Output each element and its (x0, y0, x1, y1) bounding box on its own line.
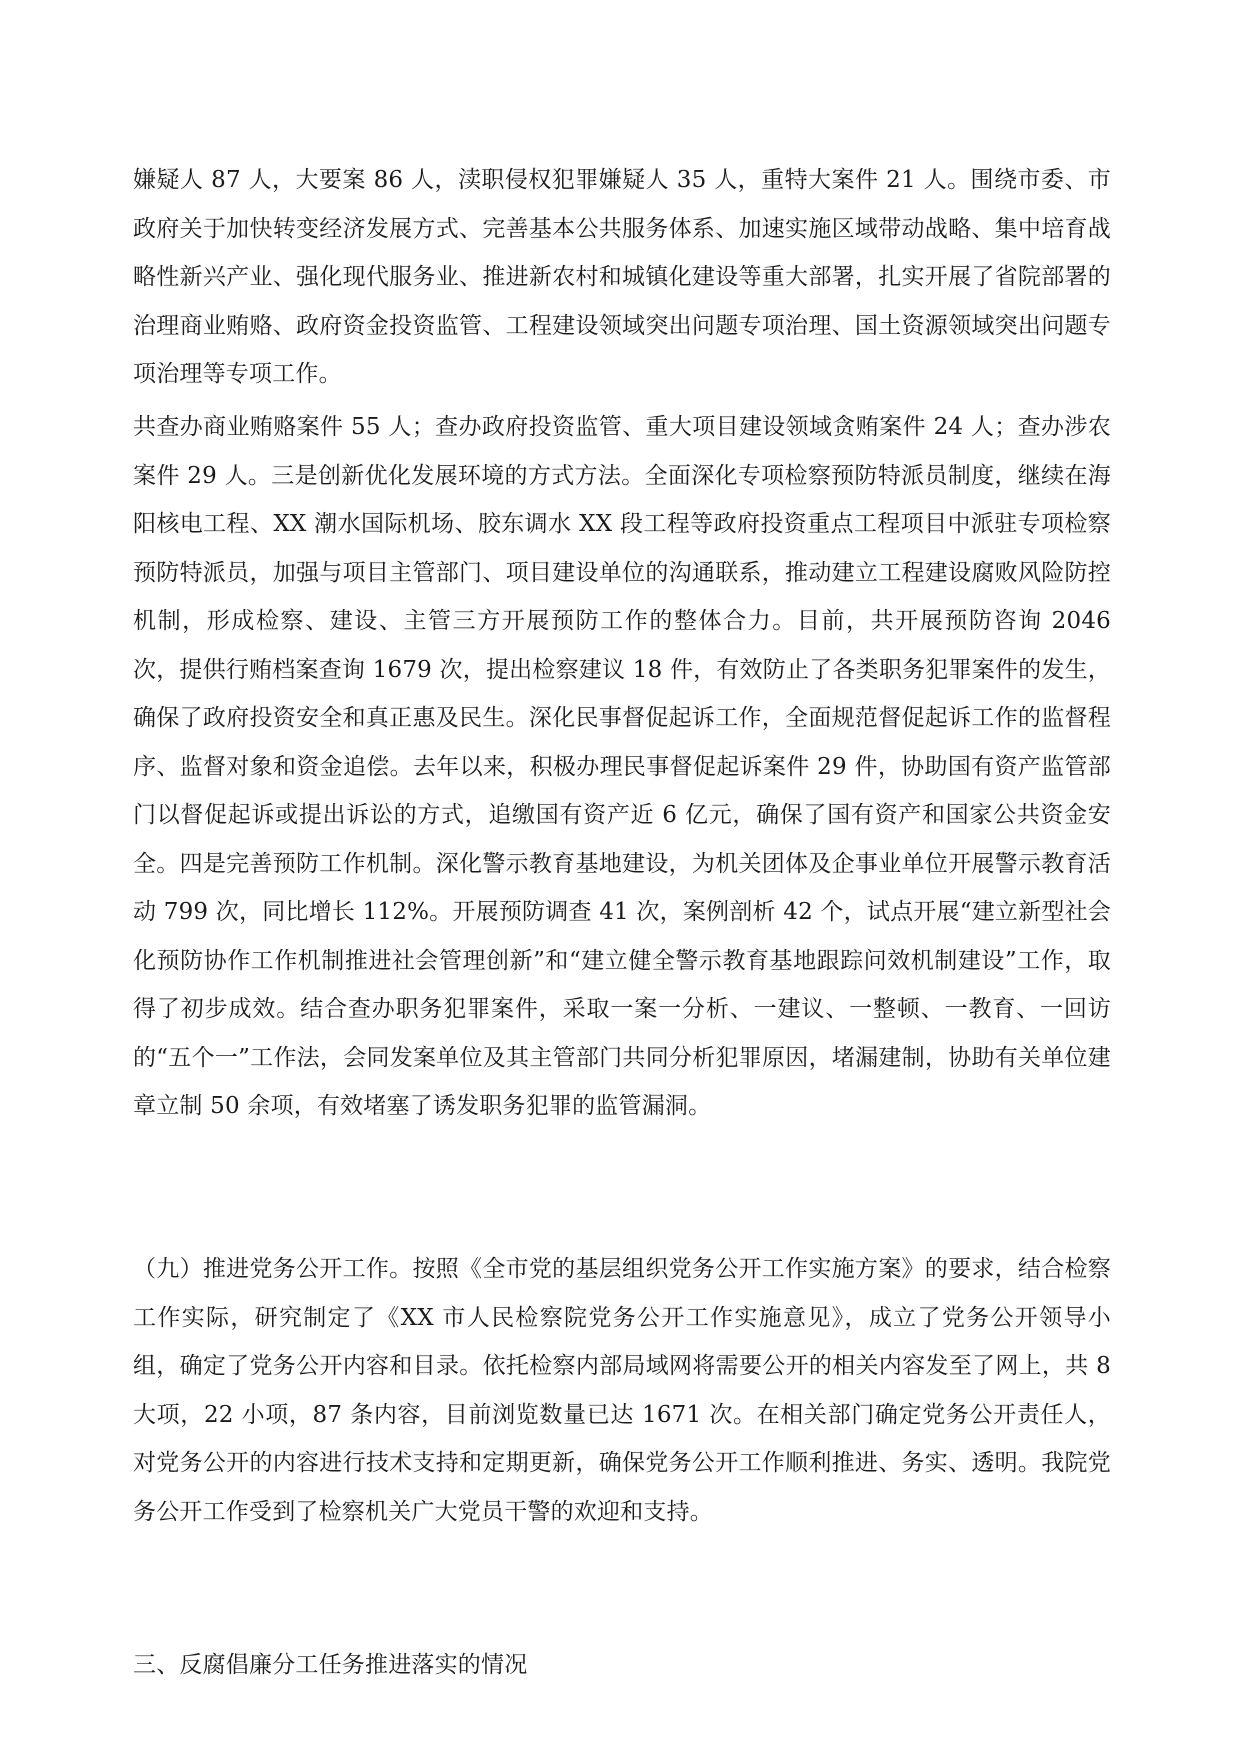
section-heading: 三、反腐倡廉分工任务推进落实的情况 (133, 1652, 528, 1678)
body-paragraph: 嫌疑人 87 人，大要案 86 人，渎职侵权犯罪嫌疑人 35 人，重特大案件 21 人。围绕市委、市政府关于加快转变经济发展方式、完善基本公共服务体系、加速实施区域带动战略、集中培育战略性新兴产业、强化现代服务业、推进新农村和城镇化建设等重大部署，扎实开展了省院部署的治理商业贿赂、政府资金投资监管、工程建设领域突出问题专项治理、国土资源领域突出问题专项治理等专项工作。 (133, 167, 1111, 387)
body-paragraph: 共查办商业贿赂案件 55 人；查办政府投资监管、重大项目建设领域贪贿案件 24 人；查办涉农案件 29 人。三是创新优化发展环境的方式方法。全面深化专项检察预防特派员制度，继续在海阳核电工程、XX 潮水国际机场、胶东调水 XX 段工程等政府投资重点工程项目中派驻专项检察预防特派员，加强与项目主管部门、项目建设单位的沟通联系，推动建立工程建设腐败风险防控机制，形成检察、建设、主管三方开展预防工作的整体合力。目前，共开展预防咨询 2046 次，提供行贿档案查询 1679 次，提出检察建议 18 件，有效防止了各类职务犯罪案件的发生，确保了政府投资安全和真正惠及民生。深化民事督促起诉工作，全面规范督促起诉工作的监督程序、监督对象和资金追偿。去年以来，积极办理民事督促起诉案件 29 件，协助国有资产监管部门以督促起诉或提出诉讼的方式，追缴国有资产近 6 亿元，确保了国有资产和国家公共资金安全。四是完善预防工作机制。深化警示教育基地建设，为机关团体及企事业单位开展警示教育活动 799 次，同比增长 112%。开展预防调查 41 次，案例剖析 42 个，试点开展“建立新型社会化预防协作工作机制推进社会管理创新”和“建立健全警示教育基地跟踪问效机制建设”工作，取得了初步成效。结合查办职务犯罪案件，采取一案一分析、一建议、一整顿、一教育、一回访的“五个一”工作法，会同发案单位及其主管部门共同分析犯罪原因，堵漏建制，协助有关单位建章立制 50 余项，有效堵塞了诱发职务犯罪的监管漏洞。 (133, 414, 1111, 1119)
body-paragraph: （九）推进党务公开工作。按照《全市党的基层组织党务公开工作实施方案》的要求，结合检察工作实际，研究制定了《XX 市人民检察院党务公开工作实施意见》，成立了党务公开领导小组，确定了党务公开内容和目录。依托检察内部局域网将需要公开的相关内容发至了网上，共 8 大项，22 小项，87 条内容，目前浏览数量已达 1671 次。在相关部门确定党务公开责任人，对党务公开的内容进行技术支持和定期更新，确保党务公开工作顺利推进、务实、透明。我院党务公开工作受到了检察机关广大党员干警的欢迎和支持。 (133, 1256, 1111, 1525)
